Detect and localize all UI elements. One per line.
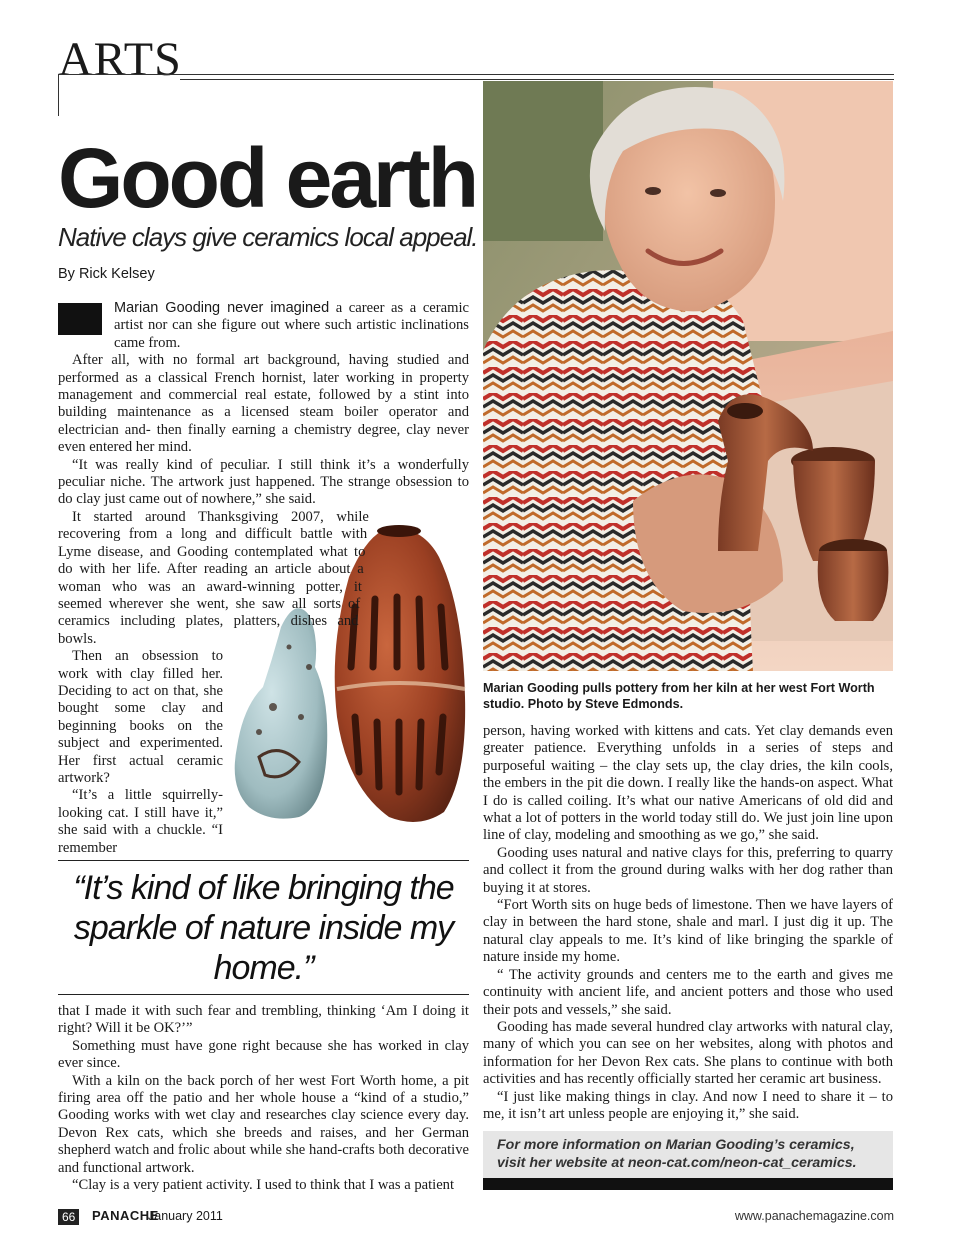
- paragraph: “Fort Worth sits on huge beds of limestone. Then we have layers of clay in between the hard stone, shale and marl. I just dig it up. The natural clay appeals to me. It’s kind of like bringing the sparkle of nature inside my home.: [483, 897, 893, 966]
- article-column-1: [58, 300, 469, 857]
- article-column-2: [483, 723, 893, 1123]
- headline: Good earth: [58, 131, 477, 225]
- paragraph: Then an obsession to work with clay filled her. Deciding to act on that, she bought some clay and beginning books on the subject and experimented. Her first actual ceramic artwork?: [58, 648, 223, 786]
- issue-date: January 2011: [148, 1209, 223, 1223]
- page-number: 66: [58, 1209, 79, 1225]
- article-column-1-continued: [58, 1003, 469, 1194]
- lead-text: a career as a ceramic artist nor can she figure out where such artistic inclinations came from.: [114, 300, 469, 351]
- section-label: ARTS: [58, 33, 182, 86]
- magazine-name: PANACHE: [92, 1208, 159, 1223]
- paragraph: “It was really kind of peculiar. I still think it’s a wonderfully peculiar niche. The artwork just happened. The strange obsession to do clay just came out of nowhere,” she said.: [58, 456, 469, 508]
- drop-cap-block: [58, 303, 102, 335]
- paragraph: that I made it with such fear and trembling, thinking ‘Am I doing it right? Will it be OK?’”: [58, 1003, 469, 1037]
- paragraph: “ The activity grounds and centers me to the earth and gives me continuity with ancient life, and ancient potters and those who used their pots and vessels,” she said.: [483, 966, 893, 1018]
- magazine-url[interactable]: www.panachemagazine.com: [734, 1209, 894, 1223]
- paragraph: “Clay is a very patient activity. I used to think that I was a patient: [72, 1177, 455, 1194]
- section-rule: [58, 74, 894, 75]
- paragraph: It started around Thanksgiving 2007, while recovering from a long and difficult battle with Lyme disease, and Gooding contemplated what to do with her life. After reading an article about a woman who was an award-winning potter, it seemed wherever she went, she saw all sorts of ceramics including plates, platters, dishes and bowls.: [58, 508, 369, 647]
- pull-quote-rule-bottom: [58, 994, 469, 995]
- paragraph: Gooding has made several hundred clay artworks with natural clay, many of which you can see on her websites, along with photos and information for her Devon Rex cats. She plans to continue with both activities and has recently officially started her ceramic art business.: [483, 1018, 893, 1088]
- main-photo: [483, 81, 893, 671]
- deck-subtitle: Native clays give ceramics local appeal.: [58, 222, 478, 252]
- info-box: [483, 1131, 893, 1190]
- info-box-text: For more information on Marian Gooding’s ceramics, visit her website at neon-cat.com/neon-cat_ceramics.: [497, 1137, 857, 1171]
- section-rule-vertical: [58, 74, 59, 116]
- byline: By Rick Kelsey: [58, 266, 155, 282]
- pull-quote: “It’s kind of like bringing the sparkle of nature inside my home.”: [73, 869, 454, 987]
- paragraph: With a kiln on the back porch of her west Fort Worth home, a pit firing area off the patio and her whole house a “kind of a studio,” Gooding works with wet clay and researches clay science every day. Devon Rex cats, which she breeds and raises, and her German shepherd watch and frolic about while she hand-crafts both decorative and functional artwork.: [58, 1072, 469, 1176]
- paragraph: “I just like making things in clay. And now I need to share it – to me, it isn’t art unless people are enjoying it,” she said.: [483, 1088, 893, 1122]
- paragraph: “It’s a little squirrelly-looking cat. I still have it,” she said with a chuckle. “I remember: [58, 787, 223, 856]
- lead-in: Marian Gooding never imagined: [114, 300, 330, 316]
- paragraph: Something must have gone right because she has worked in clay ever since.: [58, 1037, 469, 1072]
- lead-paragraph: [58, 300, 469, 352]
- section-rule-secondary: [180, 79, 894, 80]
- paragraph: person, having worked with kittens and cats. Yet clay demands even greater patience. Everything unfolds in a series of steps and purposeful waiting – the clay sets up, the clay dries, the kiln cools, the embers in the pit die down. I really like the hands-on aspect. What I do is called coiling. It’s what our native Americans of old did and what a lot of potters in the world today still do. We just join line upon line of clay, modeling and smoothing as we go,” she said.: [483, 723, 893, 844]
- pull-quote-rule-top: [58, 860, 469, 861]
- photo-caption: Marian Gooding pulls pottery from her kiln at her west Fort Worth studio. Photo by Steve Edmonds.: [483, 681, 875, 711]
- paragraph: Gooding uses natural and native clays for this, preferring to quarry and collect it from the ground during walks with her dog rather than buying it at stores.: [483, 844, 893, 896]
- paragraph: After all, with no formal art background, having studied and performed as a classical French hornist, later working in property management and commercial real estate, followed by a stint into building maintenance as a licensed steam boiler operator and electrician and- then finally earning a chemistry degree, clay never even entered her mind.: [58, 352, 469, 456]
